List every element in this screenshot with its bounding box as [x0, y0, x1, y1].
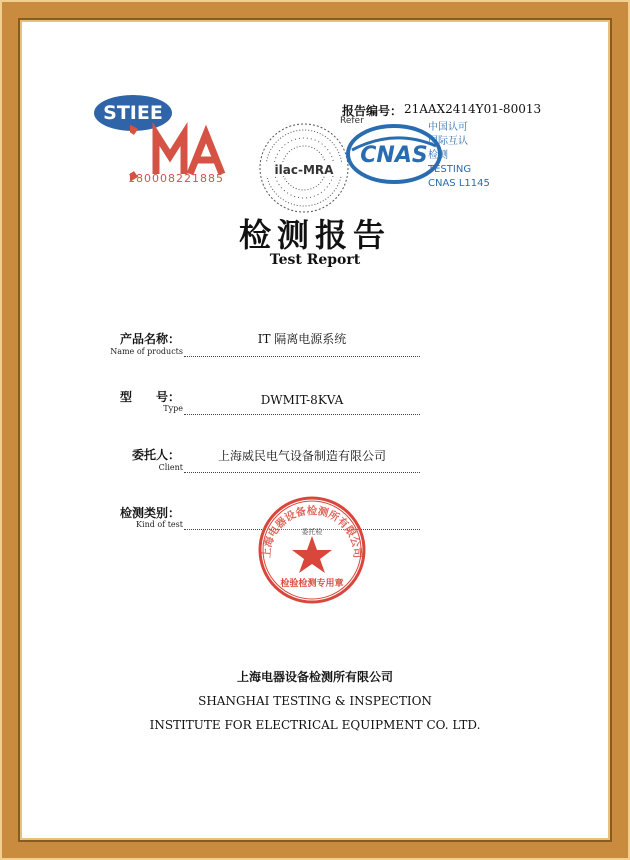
field-sublabel-product-name: Name of products: [110, 347, 183, 356]
field-sublabel-client: Client: [158, 463, 183, 472]
reference-label: Refer: [340, 116, 364, 126]
field-value-product-name: IT 隔离电源系统: [257, 332, 347, 346]
field-sublabel-kind-of-test: Kind of test: [136, 520, 183, 529]
field-line: [184, 413, 420, 415]
field-label-product-name: 产品名称：: [119, 332, 180, 346]
seal-inner-text: 检验检测专用章: [280, 579, 344, 589]
organization-name-chinese: 上海电器设备检测所有限公司: [236, 670, 393, 684]
cnas-text: CNAS: [360, 143, 428, 168]
report-number-value: 21AAX2414Y01-80013: [404, 102, 542, 116]
title-chinese: 检测报告: [238, 216, 391, 254]
title-english: Test Report: [269, 252, 361, 268]
ilac-text: ilac-MRA: [274, 163, 334, 177]
cnas-info-line: 国际互认: [428, 136, 468, 147]
cnas-info: [428, 121, 490, 191]
cnas-info-line: 检测: [428, 150, 448, 161]
field-label-kind-of-test: 检测类别：: [119, 506, 180, 520]
official-seal: [256, 494, 368, 606]
seal-top-text: 委托检: [301, 528, 323, 536]
seal-ring-text: 上海电器设备检测所有限公司: [260, 505, 364, 559]
organization-name-english-line2: INSTITUTE FOR ELECTRICAL EQUIPMENT CO. LTD.: [149, 718, 481, 732]
cnas-info-line: CNAS L1145: [428, 178, 490, 189]
field-line: [184, 471, 420, 473]
field-label-type: 型 号：: [119, 390, 180, 404]
certificate-page: [22, 22, 608, 838]
cnas-info-line: 中国认可: [428, 122, 468, 133]
cnas-info-line: TESTING: [428, 164, 472, 175]
ilac-mra-logo: [254, 118, 354, 218]
field-value-client: 上海威民电气设备制造有限公司: [217, 449, 386, 463]
field-line: [184, 355, 420, 357]
field-value-type: DWMIT-8KVA: [260, 393, 344, 407]
stiee-logo: STIEE: [94, 95, 172, 131]
field-label-client: 委托人：: [131, 448, 180, 462]
field-sublabel-type: Type: [163, 404, 183, 413]
report-number-label: 报告编号：: [342, 104, 403, 118]
cma-number: 180008221885: [128, 172, 224, 185]
organization-name-english-line1: SHANGHAI TESTING & INSPECTION: [198, 694, 432, 708]
